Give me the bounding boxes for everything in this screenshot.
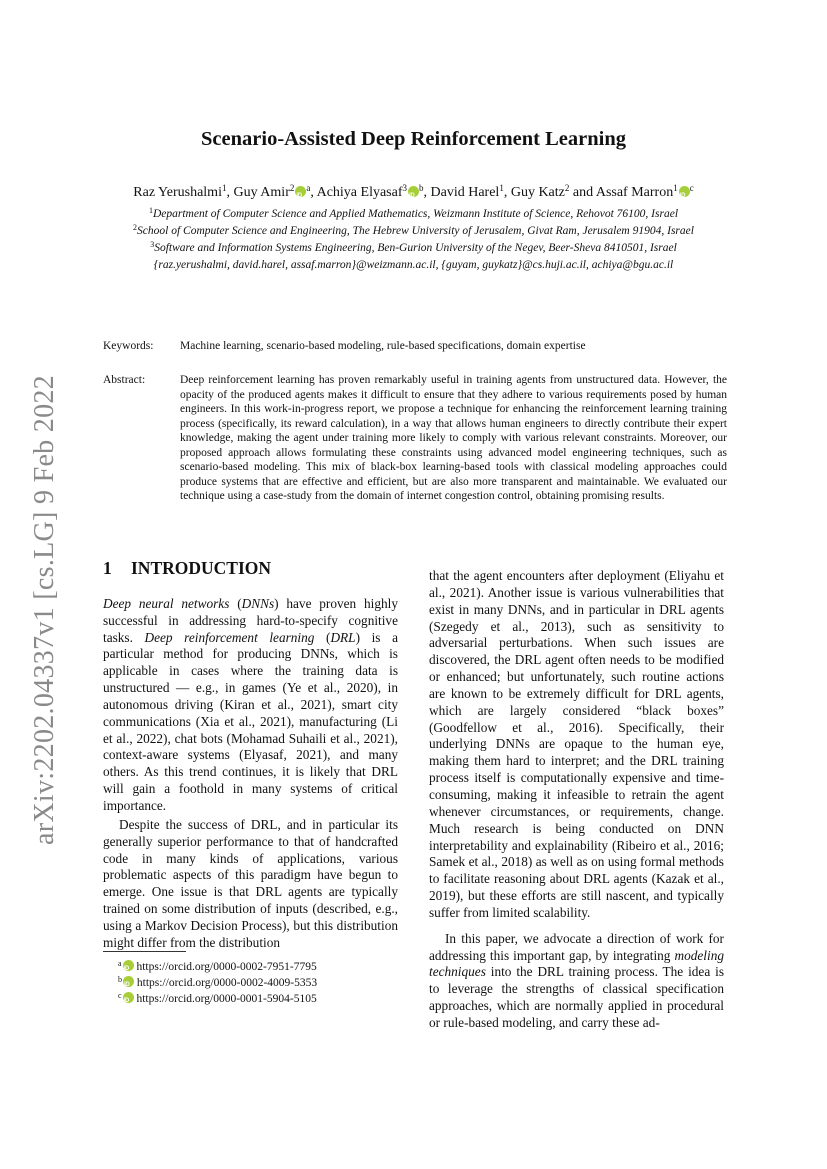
footnote-mark: a: [118, 959, 122, 968]
emphasis: Deep neural networks: [103, 595, 230, 611]
author-affil-mark: 1: [499, 183, 504, 193]
left-column: [103, 560, 398, 952]
text-run: into the DRL training process. The idea is to leverage the strengths of classical specification approaches, which are normally applied in procedural or rule-based modeling, and carry these ad-: [429, 964, 724, 1030]
author-emails: {raz.yerushalmi, david.harel, assaf.marron}@weizmann.ac.il, {guyam, guykatz}@cs.huji.ac.il, achiya@bgu.ac.il: [153, 259, 674, 271]
emphasis: modeling techniques: [429, 947, 724, 980]
footnote-divider: [103, 951, 186, 952]
orcid-icon[interactable]: [295, 186, 306, 197]
right-column: [429, 568, 724, 1032]
affiliation-number: 2: [133, 223, 138, 232]
footnote-mark: c: [118, 990, 122, 1000]
paper-title: Scenario-Assisted Deep Reinforcement Learning: [201, 128, 626, 150]
emphasis: Deep reinforcement learning: [144, 629, 315, 645]
orcid-link[interactable]: https://orcid.org/0000-0002-4009-5353: [136, 976, 318, 989]
affiliation-text: Department of Computer Science and Applied Mathematics, Weizmann Institute of Science, Rehovot 76100, Israel: [152, 208, 679, 220]
affiliation-list: [80, 206, 747, 274]
footnote-list: [118, 960, 317, 1007]
orcid-icon: [123, 992, 134, 1003]
orcid-link[interactable]: https://orcid.org/0000-0002-7951-7795: [136, 961, 317, 973]
orcid-icon: [123, 960, 134, 971]
author-name: David Harel: [430, 185, 500, 200]
affiliation-line: [80, 206, 747, 223]
keywords-text: Machine learning, scenario-based modeling, rule-based specifications, domain expertise: [180, 340, 586, 352]
footnote-item: [118, 960, 317, 976]
abstract-label: Abstract:: [103, 374, 146, 386]
author-name: Raz Yerushalmi: [133, 185, 222, 200]
section-number: 1: [103, 558, 112, 578]
arxiv-identifier-stamp: [22, 375, 62, 845]
author-list: Raz Yerushalmi$^1$, Guy Amir$^2$iD $^a$, Achiya Elyasaf$^3$iD $^b$, David Harel$^1$, Guy Katz$^2$ and Assaf Marron$^1$iD $^c$: [80, 184, 747, 201]
affiliation-number: 3: [150, 240, 155, 249]
paragraph: that the agent encounters after deployment (Eliyahu et al., 2021). Another issue is various vulnerabilities that exist in many DNNs, and in particular in DRL agents (Szegedy et al., 2013), such as sensitivity to adversarial perturbations. When such issues are discovered, the DRL agent often needs to be modified or enhanced; but unfortunately, such routine actions are known to be extremely difficult for DRL agents, which are largely considered “black boxes” (Goodfellow et al., 2016). Specifically, their underlying DNNs are opaque to the human eye, making them hard to interpret; and the DRL training process itself is computationally expensive and time-consuming, making it infeasible to retrain the agent whenever circumstances, or requirements, change. Much research is being conducted on DNN interpretability and explainability (Ribeiro et al., 2016; Samek et al., 2018) as well as on using formal methods to facilitate reasoning about DRL agents (Kazak et al., 2019), but these efforts are still nascent, and typically suffer from limited scalability.: [429, 568, 724, 920]
footnote-item: [118, 992, 317, 1008]
orcid-icon[interactable]: [679, 186, 690, 197]
affiliation-text: Software and Information Systems Engineering, Ben-Gurion University of the Negev, Beer-Sheva 8410501, Israel: [154, 242, 677, 254]
author-orcid-mark: b: [419, 183, 424, 193]
text-run: In this paper, we advocate a direction of work for addressing this important gap, by integrating: [429, 930, 724, 963]
author-orcid-mark: c: [689, 183, 694, 193]
footnote-mark: b: [118, 974, 122, 984]
emphasis: DRL: [330, 629, 356, 645]
author-name: Guy Katz: [510, 185, 565, 200]
author-name: Achiya Elyasaf: [316, 185, 403, 200]
abstract-row: [103, 373, 727, 523]
paragraph: [429, 931, 724, 1032]
affiliation-line: [80, 223, 747, 240]
keywords-row: [103, 339, 727, 355]
section-heading: [103, 560, 398, 577]
orcid-link[interactable]: https://orcid.org/0000-0001-5904-5105: [136, 992, 317, 1005]
affiliation-line: [80, 240, 747, 257]
author-name: Assaf Marron: [595, 185, 674, 200]
keywords-label: Keywords:: [103, 340, 154, 352]
arxiv-identifier-text: arXiv:2202.04337v1 [cs.LG] 9 Feb 2022: [28, 375, 60, 845]
author-name: Guy Amir: [233, 185, 290, 200]
orcid-icon: [123, 976, 134, 987]
author-affil-mark: 1: [221, 183, 227, 193]
paragraph: [103, 596, 398, 815]
author-affil-mark: 2: [564, 183, 570, 193]
text-run: ) have proven highly successful in addressing hard-to-specify cognitive tasks.: [103, 595, 398, 645]
abstract-text: Deep reinforcement learning has proven remarkably useful in training agents from unstructured data. However, the opacity of the produced agents makes it difficult to ensure that they adhere to various requirements posed by human engineers. In this work-in-progress report, we propose a technique for enhancing the reinforcement learning training process (specifically, its reward calculation), in a way that allows human engineers to directly contribute their expert knowledge, making the agent under training more likely to comply with various relevant constraints. Moreover, our proposed approach allows formulating these constraints using advanced model engineering techniques, such as scenario-based modeling. This mix of black-box learning-based tools with classical modeling approaches could produce systems that are effective and efficient, but are also more transparent and maintainable. We evaluated our technique using a case-study from the domain of internet congestion control, obtaining promising results.: [180, 374, 727, 502]
footnote-item: [118, 976, 317, 992]
emphasis: DNNs: [241, 595, 275, 611]
affiliation-text: School of Computer Science and Engineering, The Hebrew University of Jerusalem, Givat Ram, Jerusalem 91904, Israel: [137, 225, 694, 237]
paragraph: Despite the success of DRL, and in particular its generally superior performance to that of handcrafted code in many kinds of applications, various problematic aspects of this paradigm have begun to emerge. One issue is that DRL agents are typically trained on some distribution of inputs (described, e.g., using a Markov Decision Process), but this distribution might differ from the distribution: [103, 816, 398, 950]
section-title: INTRODUCTION: [131, 558, 272, 578]
orcid-icon[interactable]: [408, 186, 419, 197]
text-run: (: [314, 629, 331, 645]
text-run: (: [229, 595, 242, 611]
author-affil-mark: 1: [673, 183, 678, 193]
affiliation-number: 1: [148, 206, 153, 215]
text-run: ) is a particular method for producing DNNs, which is applicable in cases where the training data is unstructured — e.g., in games (Ye et al., 2020), in autonomous driving (Kiran et al., 2021), smart city communications (Xia et al., 2021), manufacturing (Li et al., 2022), chat bots (Mohamad Suhaili et al., 2021), context-aware systems (Elyasaf, 2021), and many others. As this trend continues, it is likely that DRL will gain a foothold in many systems of critical importance.: [103, 629, 398, 813]
author-affil-mark: 2: [289, 183, 295, 193]
author-affil-mark: 3: [402, 183, 408, 193]
author-orcid-mark: a: [306, 183, 311, 193]
